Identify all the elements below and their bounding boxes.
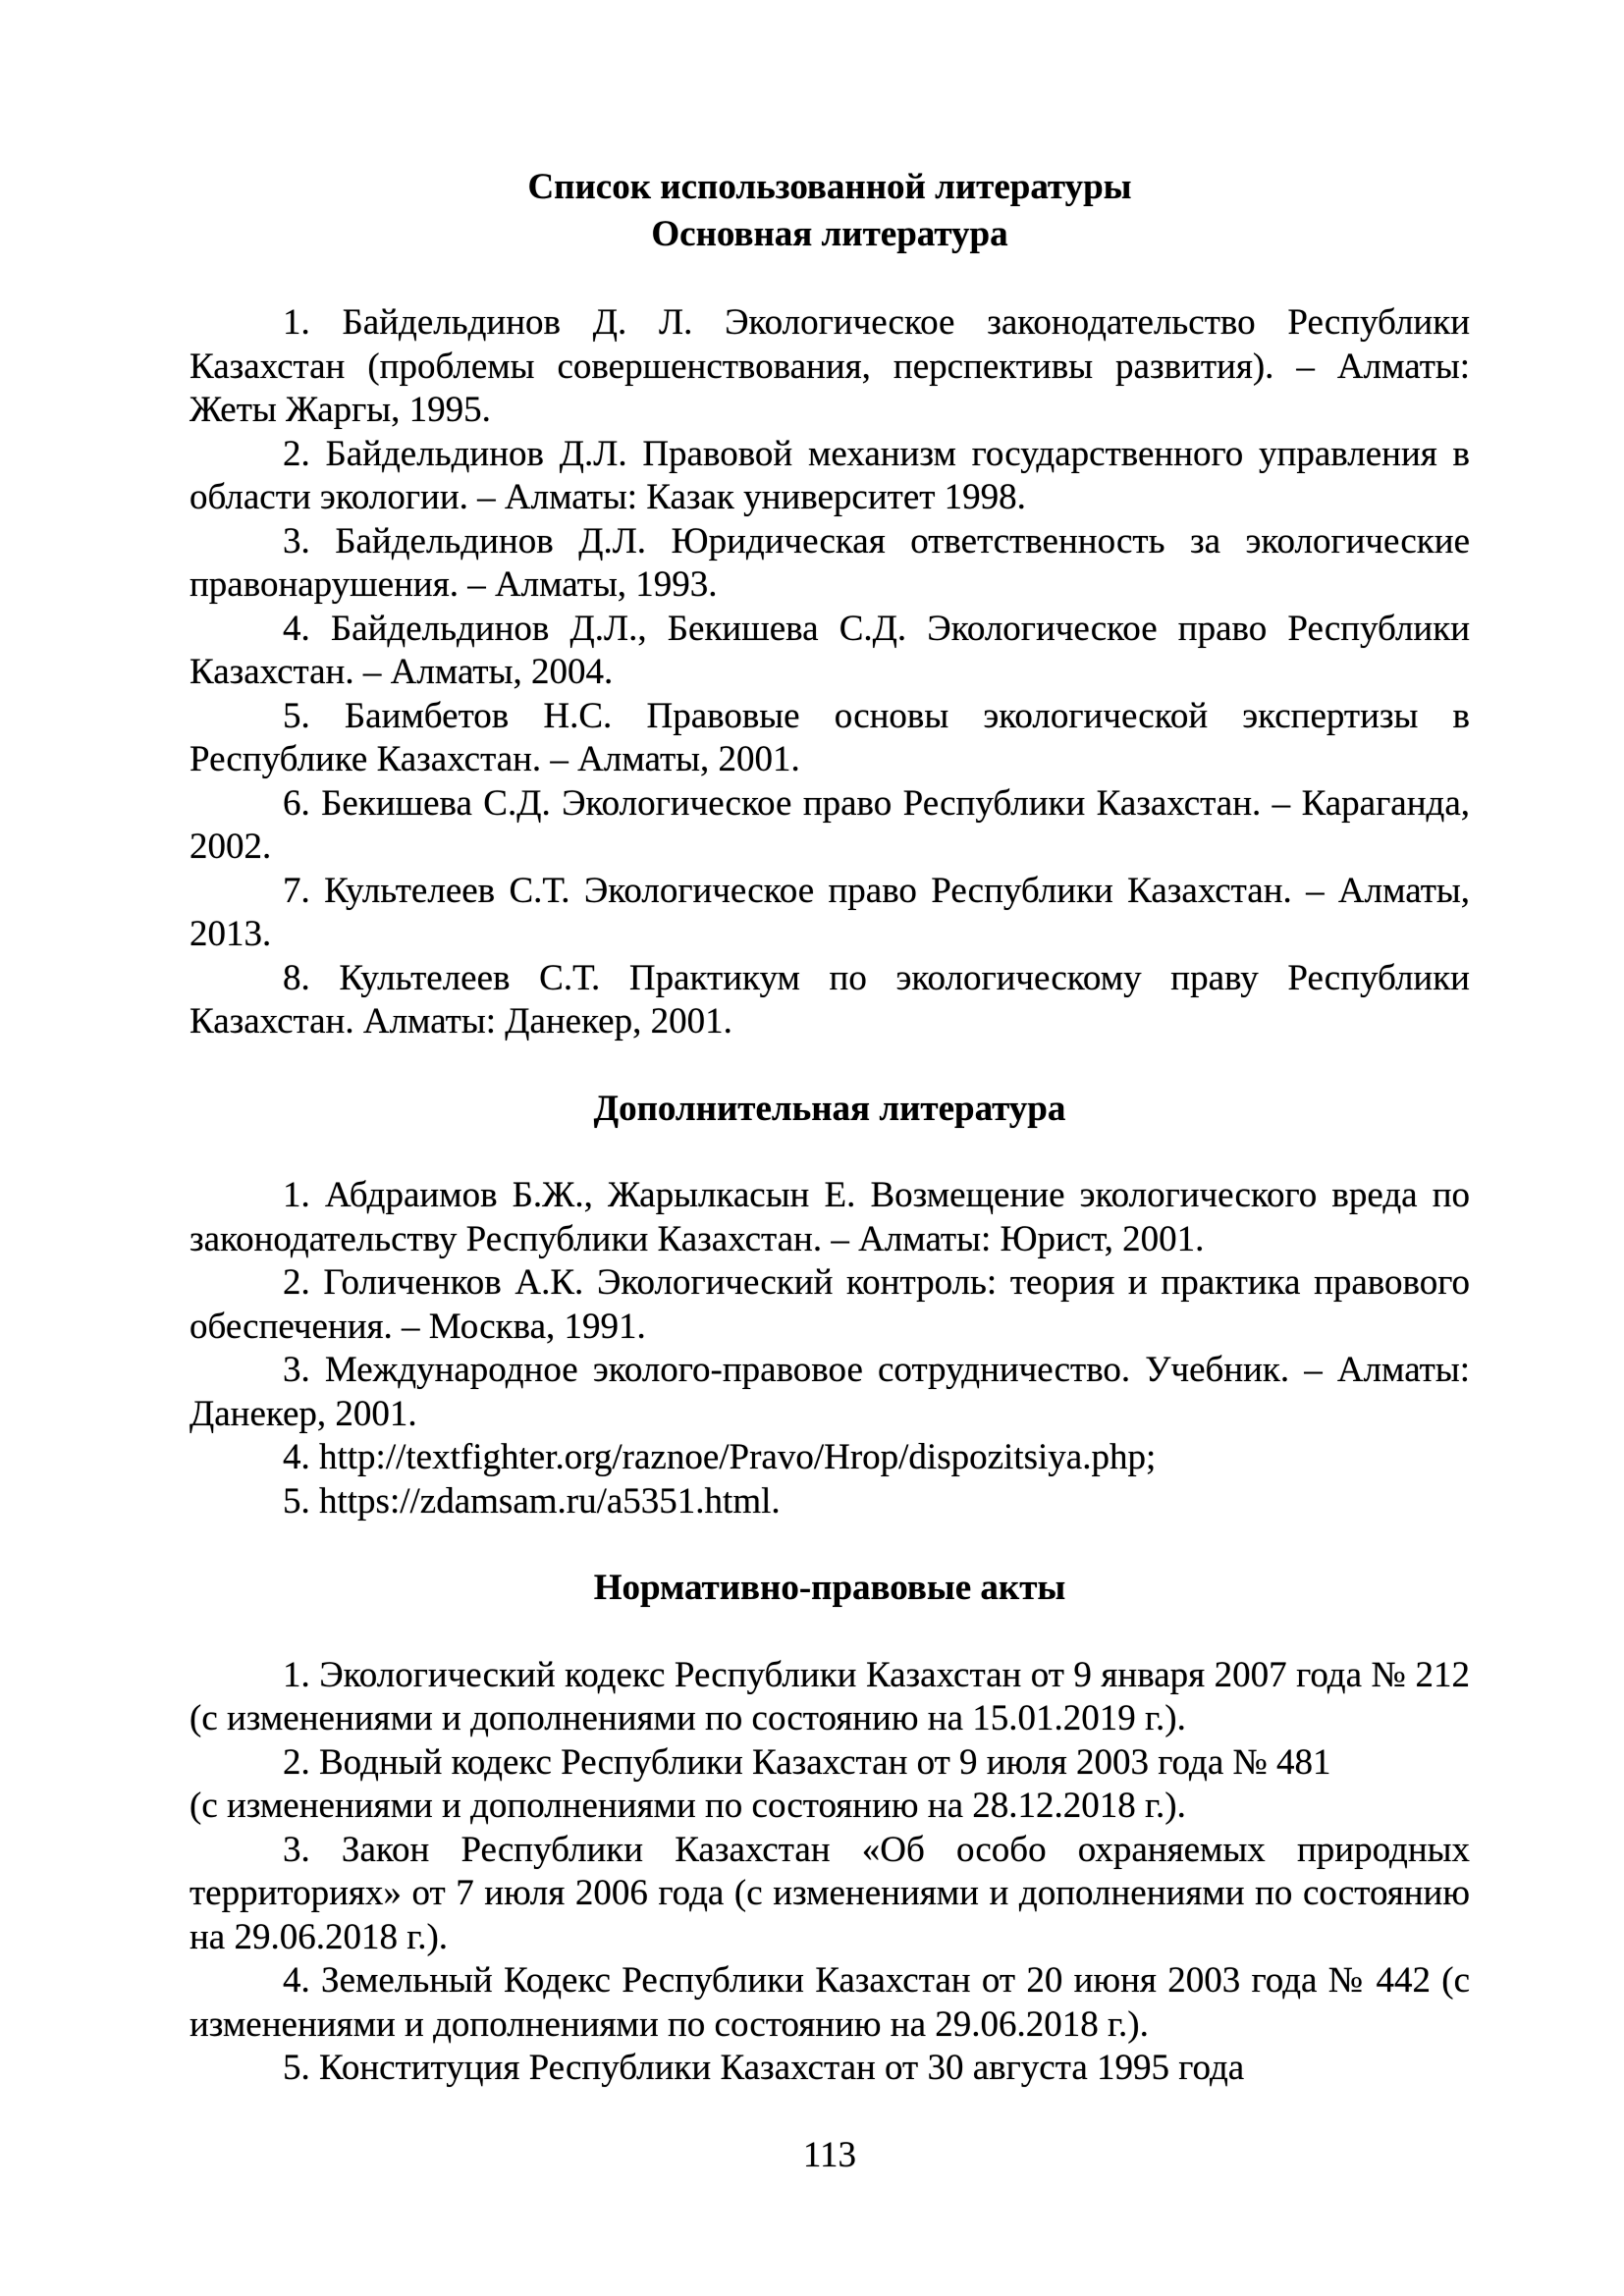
reference-item bbox=[189, 1741, 1470, 1829]
reference-item: 2. Голиченков А.К. Экологический контроль: теория и практика правового обеспечения. – Москва, 1991. bbox=[189, 1262, 1470, 1347]
section-heading-additional: Дополнительная литература bbox=[593, 1088, 1066, 1129]
reference-item: 3. Закон Республики Казахстан «Об особо охраняемых природных территориях» от 7 июля 2006 года (с изменениями и дополнениями по состоянию на 29.06.2018 г.). bbox=[189, 1829, 1470, 1957]
reference-item: 6. Бекишева С.Д. Экологическое право Республики Казахстан. – Караганда, 2002. bbox=[189, 782, 1470, 867]
title-line-section-main: Основная литература bbox=[651, 214, 1008, 254]
page-content bbox=[189, 164, 1470, 2177]
reference-item: 3. Международное эколого-правовое сотрудничество. Учебник. – Алматы: Данекер, 2001. bbox=[189, 1350, 1470, 1434]
reference-item: 5. Баимбетов Н.С. Правовые основы экологической экспертизы в Республике Казахстан. – Алматы, 2001. bbox=[189, 695, 1470, 779]
section-heading-normative: Нормативно-правовые акты bbox=[593, 1568, 1066, 1608]
reference-item: 3. Байдельдинов Д.Л. Юридическая ответственность за экологические правонарушения. – Алматы, 1993. bbox=[189, 520, 1470, 605]
reference-item: 4. Байдельдинов Д.Л., Бекишева С.Д. Экологическое право Республики Казахстан. – Алматы, 2004. bbox=[189, 608, 1470, 692]
title-line-main: Список использованной литературы bbox=[527, 167, 1132, 207]
reference-item: 1. Абдраимов Б.Ж., Жарылкасын Е. Возмещение экологического вреда по законодательству Республики Казахстан. – Алматы: Юрист, 2001. bbox=[189, 1175, 1470, 1259]
page-number: 113 bbox=[802, 2134, 857, 2175]
reference-item: 4. Земельный Кодекс Республики Казахстан от 20 июня 2003 года № 442 (с изменениями и дополнениями по состоянию на 29.06.2018 г.). bbox=[189, 1960, 1470, 2045]
reference-item-line: (с изменениями и дополнениями по состоянию на 28.12.2018 г.). bbox=[189, 1786, 1186, 1826]
reference-item-line: 2. Водный кодекс Республики Казахстан от 9 июля 2003 года № 481 bbox=[283, 1741, 1331, 1783]
reference-item-url: 4. http://textfighter.org/raznoe/Pravo/Hrop/dispozitsiya.php; bbox=[283, 1437, 1157, 1477]
reference-item: 1. Экологический кодекс Республики Казахстан от 9 января 2007 года № 212 (с изменениями и дополнениями по состоянию на 15.01.2019 г.). bbox=[189, 1654, 1470, 1738]
reference-item-url: 5. https://zdamsam.ru/a5351.html. bbox=[283, 1480, 781, 1522]
reference-item: 7. Культелеев С.Т. Экологическое право Республики Казахстан. – Алматы, 2013. bbox=[189, 870, 1470, 954]
reference-item: 8. Культелеев С.Т. Практикум по экологическому праву Республики Казахстан. Алматы: Данекер, 2001. bbox=[189, 957, 1470, 1041]
reference-item: 5. Конституция Республики Казахстан от 30 августа 1995 года bbox=[283, 2048, 1245, 2088]
reference-item: 1. Байдельдинов Д. Л. Экологическое законодательство Республики Казахстан (проблемы совершенствования, перспективы развития). – Алматы: Жеты Жаргы, 1995. bbox=[189, 302, 1470, 430]
reference-item: 2. Байдельдинов Д.Л. Правовой механизм государственного управления в области экологии. – Алматы: Казак университет 1998. bbox=[189, 433, 1470, 517]
document-title bbox=[189, 164, 1470, 258]
